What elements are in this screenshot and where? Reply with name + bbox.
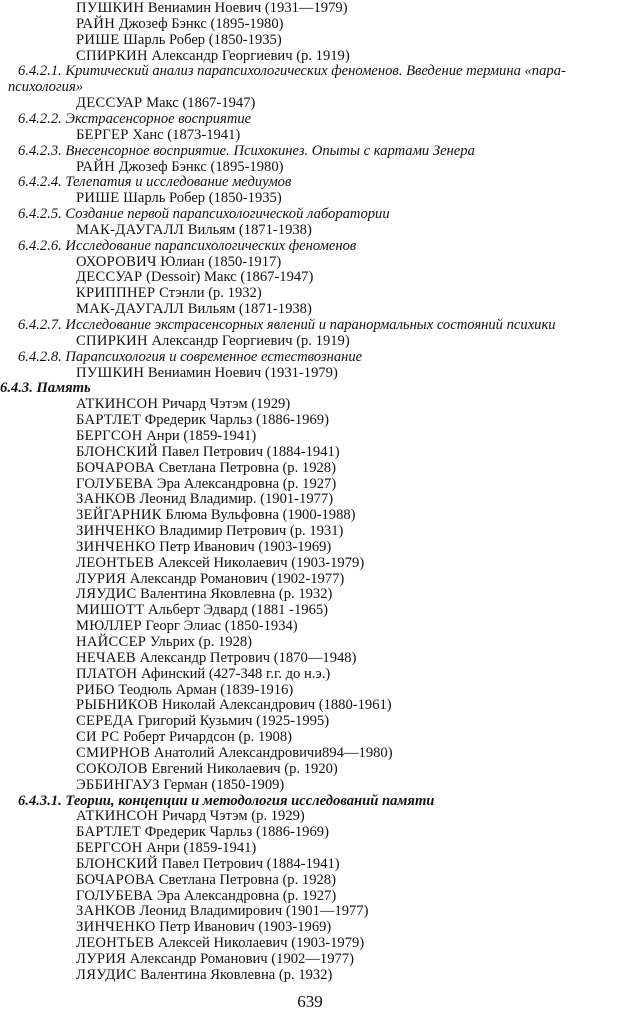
person-surname: СОКОЛОВ [76,760,148,777]
person-surname: ПУШКИН [76,364,145,381]
person-details: Вениамин Ноевич (1931—1979) [144,0,348,16]
person-entry [0,301,312,317]
person-surname: ПУШКИН [76,0,145,16]
person-details: Ульрих (р. 1928) [146,634,253,650]
person-surname: ПЛАТОН [76,665,138,682]
person-surname: ЗАНКОВ [76,903,136,920]
person-details: Валентина Яковлевна (р. 1932) [136,586,333,603]
person-surname: ЛУРИЯ [76,951,127,967]
person-surname: СМИРНОВ [76,744,151,761]
person-details: Александр Георгиевич (р. 1919) [147,332,350,349]
person-details: Леонид Владимирович (1901—1977) [135,903,369,920]
person-surname: КРИППНЕР [76,285,156,302]
person-entry [0,365,338,381]
person-entry [0,32,282,48]
person-surname: ГОЛУБЕВА [76,887,154,904]
person-surname: ЛЯУДИС [76,586,137,603]
person-entry [0,935,364,951]
person-details: Стэнли (р. 1932) [155,285,262,302]
person-entry [0,159,283,175]
person-surname: БАРТЛЕТ [76,824,142,841]
person-details: Джозеф Бэнкс (1895-1980) [115,158,284,175]
person-details: Алексей Николаевич (1903-1979) [154,554,365,571]
person-details: Анри (1859-1941) [142,840,257,857]
subsection-heading: 6.4.2.2. Экстрасенсорное восприятие [18,110,252,127]
person-entry [0,476,336,492]
person-surname: НЕЧАЕВ [76,649,136,666]
person-details: Ханс (1873-1941) [128,126,241,143]
person-surname: БЕРГСОН [76,840,143,857]
person-details: (Dessoir) Макс (1867-1947) [142,269,314,286]
person-entry [0,269,313,285]
person-details: Александр Романович (1902—1977) [126,951,354,967]
person-surname: ЭББИНГАУЗ [76,776,160,793]
person-details: Григорий Кузьмич (1925-1995) [133,713,330,730]
person-surname: ЗИНЧЕНКО [76,538,156,555]
person-surname: СЕРЕДА [76,713,134,730]
person-details: Шарль Робер (1850-1935) [119,190,282,207]
person-details: Эра Александровна (р. 1927) [153,887,337,904]
person-details: Теодюль Арман (1839-1916) [114,681,294,698]
person-surname: ДЕССУАР [76,95,143,112]
person-surname: СПИРКИН [76,332,148,349]
person-surname: РИБО [76,681,115,698]
subsection-heading: 6.4.2.4. Телепатия и исследование медиумов [18,174,292,191]
person-surname: МАК-ДАУГАЛЛ [76,221,185,238]
person-details: Анри (1859-1941) [142,427,257,444]
person-details: Фредерик Чарльз (1886-1969) [141,412,329,429]
person-details: Валентина Яковлевна (р. 1932) [136,966,333,983]
person-details: Петр Иванович (1903-1969) [155,919,332,936]
person-entry [0,444,340,460]
person-details: Эра Александровна (р. 1927) [153,475,337,492]
person-surname: МАК-ДАУГАЛЛ [76,301,185,318]
person-surname: ЗЕЙГАРНИК [76,507,162,524]
person-entry [0,48,350,64]
person-surname: БАРТЛЕТ [76,412,142,429]
person-entry [0,254,281,270]
person-surname: ЛЕОНТЬЕВ [76,935,155,952]
person-surname: РЫБНИКОВ [76,697,159,714]
subsection-heading: 6.4.2.1. Критический анализ парапсихологических феноменов. Введение термина «пара- [18,63,566,80]
person-details: Павел Петрович (1884-1941) [157,855,340,872]
person-entry [0,650,356,666]
person-surname: ДЕССУАР [76,269,143,286]
subsection-heading: 6.4.2.7. Исследование экстрасенсорных явлений и паранормальных состояний психики [18,317,556,333]
person-details: Светлана Петровна (р. 1928) [155,871,336,888]
subsection-heading-continuation: психология» [8,79,84,96]
person-surname: МИШОТТ [76,602,145,619]
person-surname: РАЙН [76,158,116,175]
person-details: Альберт Эдвард (1881 -1965) [144,602,329,619]
person-details: Светлана Петровна (р. 1928) [155,459,336,476]
person-entry [0,127,240,143]
person-entry [0,507,356,523]
subsection-heading: 6.4.2.3. Внесенсорное восприятие. Психокинез. Опыты с картами Зенера [18,142,475,159]
person-entry [0,539,331,555]
person-details: Герман (1850-1909) [159,776,285,793]
person-surname: БЕРГЕР [76,126,129,143]
person-details: Николай Александрович (1880-1961) [158,697,392,714]
person-details: Анатолий Александровичи894—1980) [150,744,393,761]
person-details: Афинский (427-348 г.г. до н.э.) [137,665,331,682]
person-entry [0,618,298,634]
person-entry [0,777,284,793]
subsection-heading: 6.4.2.6. Исследование парапсихологических феноменов [18,237,357,254]
person-surname: МЮЛЛЕР [76,618,142,635]
person-entry [0,903,369,919]
person-surname: НАЙССЕР [76,634,147,650]
person-entry [0,222,312,238]
person-entry [0,0,348,16]
person-surname: ЛУРИЯ [76,570,127,587]
person-entry [0,919,331,935]
person-entry [0,571,344,587]
person-entry [0,634,252,650]
person-entry [0,713,329,729]
person-surname: БОЧАРОВА [76,871,156,888]
person-surname: АТКИНСОН [76,396,159,413]
person-surname: БЕРГСОН [76,427,143,444]
person-entry [0,412,329,428]
person-details: Александр Георгиевич (р. 1919) [147,47,350,64]
person-entry [0,16,283,32]
person-details: Вильям (1871-1938) [184,221,312,238]
person-entry [0,95,255,111]
person-entry [0,602,328,618]
person-surname: ЗИНЧЕНКО [76,523,156,540]
person-surname: ОХОРОВИЧ [76,253,157,270]
person-entry [0,856,340,872]
person-entry [0,761,338,777]
person-surname: РИШЕ [76,190,120,207]
person-surname: ЛЯУДИС [76,966,137,983]
person-entry [0,824,329,840]
person-entry [0,840,256,856]
person-entry [0,808,305,824]
person-details: Вильям (1871-1938) [184,301,312,318]
person-entry [0,523,343,539]
person-surname: АТКИНСОН [76,808,159,825]
person-details: Александр Петрович (1870—1948) [135,649,357,666]
person-details: Вениамин Ноевич (1931-1979) [144,364,338,381]
person-surname: БЛОНСКИЙ [76,443,158,460]
person-entry [0,967,332,983]
person-details: Фредерик Чарльз (1886-1969) [141,824,329,841]
person-surname: ЗАНКОВ [76,491,136,508]
person-details: Алексей Николаевич (1903-1979) [154,935,365,952]
person-entry [0,872,336,888]
person-details: Юлиан (1850-1917) [156,253,282,270]
page-number: 639 [297,992,323,1011]
subsection-heading: 6.4.3.1. Теории, концепции и методология исследований памяти [18,792,435,809]
person-entry [0,285,262,301]
person-entry [0,682,293,698]
person-details: Джозеф Бэнкс (1895-1980) [115,15,284,32]
person-entry [0,697,392,713]
person-surname: ГОЛУБЕВА [76,475,154,492]
person-entry [0,729,292,745]
person-entry [0,460,336,476]
person-entry [0,555,364,571]
person-entry [0,745,393,761]
person-details: Ричард Чэтэм (р. 1929) [158,808,305,825]
person-surname: РАЙН [76,15,116,32]
subsection-heading: 6.4.2.5. Создание первой парапсихологической лаборатории [18,206,390,223]
person-details: Павел Петрович (1884-1941) [157,443,340,460]
person-details: Макс (1867-1947) [142,95,256,112]
person-details: Леонид Владимир. (1901-1977) [135,491,334,508]
person-entry [0,428,256,444]
subsection-heading: 6.4.2.8. Парапсихология и современное естествознание [18,348,363,365]
person-details: Евгений Николаевич (р. 1920) [147,760,338,777]
person-details: Шарль Робер (1850-1935) [119,31,282,48]
person-details: Александр Романович (1902-1977) [126,570,345,587]
person-surname: СИ РС [76,729,120,746]
person-surname: ЗИНЧЕНКО [76,919,156,936]
person-details: Ричард Чэтэм (1929) [158,396,291,413]
person-entry [0,951,354,967]
person-entry [0,666,330,682]
person-entry [0,888,336,904]
person-entry [0,190,282,206]
section-heading: 6.4.3. Память [0,380,91,397]
person-entry [0,396,290,412]
person-entry [0,586,332,602]
person-surname: СПИРКИН [76,47,148,64]
person-details: Георг Элиас (1850-1934) [141,618,298,635]
person-surname: БОЧАРОВА [76,459,156,476]
person-details: Блюма Вульфовна (1900-1988) [161,507,356,524]
person-entry [0,333,350,349]
person-details: Владимир Петрович (р. 1931) [155,523,344,540]
person-surname: РИШЕ [76,31,120,48]
person-surname: БЛОНСКИЙ [76,855,158,872]
person-surname: ЛЕОНТЬЕВ [76,554,155,571]
person-details: Петр Иванович (1903-1969) [155,538,332,555]
person-details: Роберт Ричардсон (р. 1908) [119,729,292,746]
person-entry [0,491,333,507]
